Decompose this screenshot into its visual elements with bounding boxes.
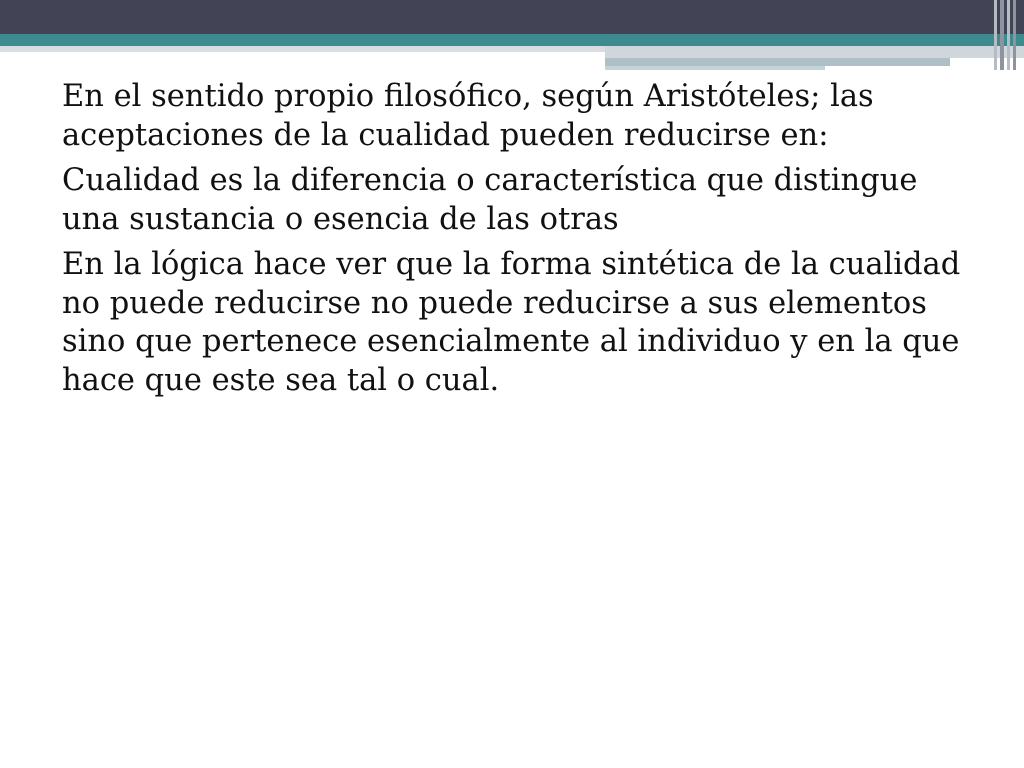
slide-body bbox=[62, 78, 962, 407]
corner-stripe bbox=[1013, 0, 1016, 70]
corner-stripes bbox=[994, 0, 1016, 70]
paragraph-logica: En la lógica hace ver que la forma sintética de la cualidad no puede reducirse no puede reducirse a sus elementos sino que pertenece esencialmente al individuo y en la que hace que este sea tal o cual. bbox=[62, 247, 961, 398]
corner-stripe bbox=[1007, 0, 1010, 70]
corner-stripe bbox=[994, 0, 997, 70]
paragraph-cualidad-diferencia: Cualidad es la diferencia o característica que distingue una sustancia o esencia de las otras bbox=[62, 163, 918, 237]
corner-stripe bbox=[1000, 0, 1003, 70]
header-band-light bbox=[605, 66, 825, 70]
header-band-grey-right-lower bbox=[605, 58, 950, 66]
header-band-grey-right bbox=[605, 46, 1024, 58]
header-band-teal bbox=[0, 34, 1024, 46]
header-band-grey bbox=[0, 46, 605, 52]
header-band-dark bbox=[0, 0, 1024, 34]
paragraph-aristoteles: En el sentido propio filosófico, según Aristóteles; las aceptaciones de la cualidad pueden reducirse en: bbox=[62, 79, 874, 153]
